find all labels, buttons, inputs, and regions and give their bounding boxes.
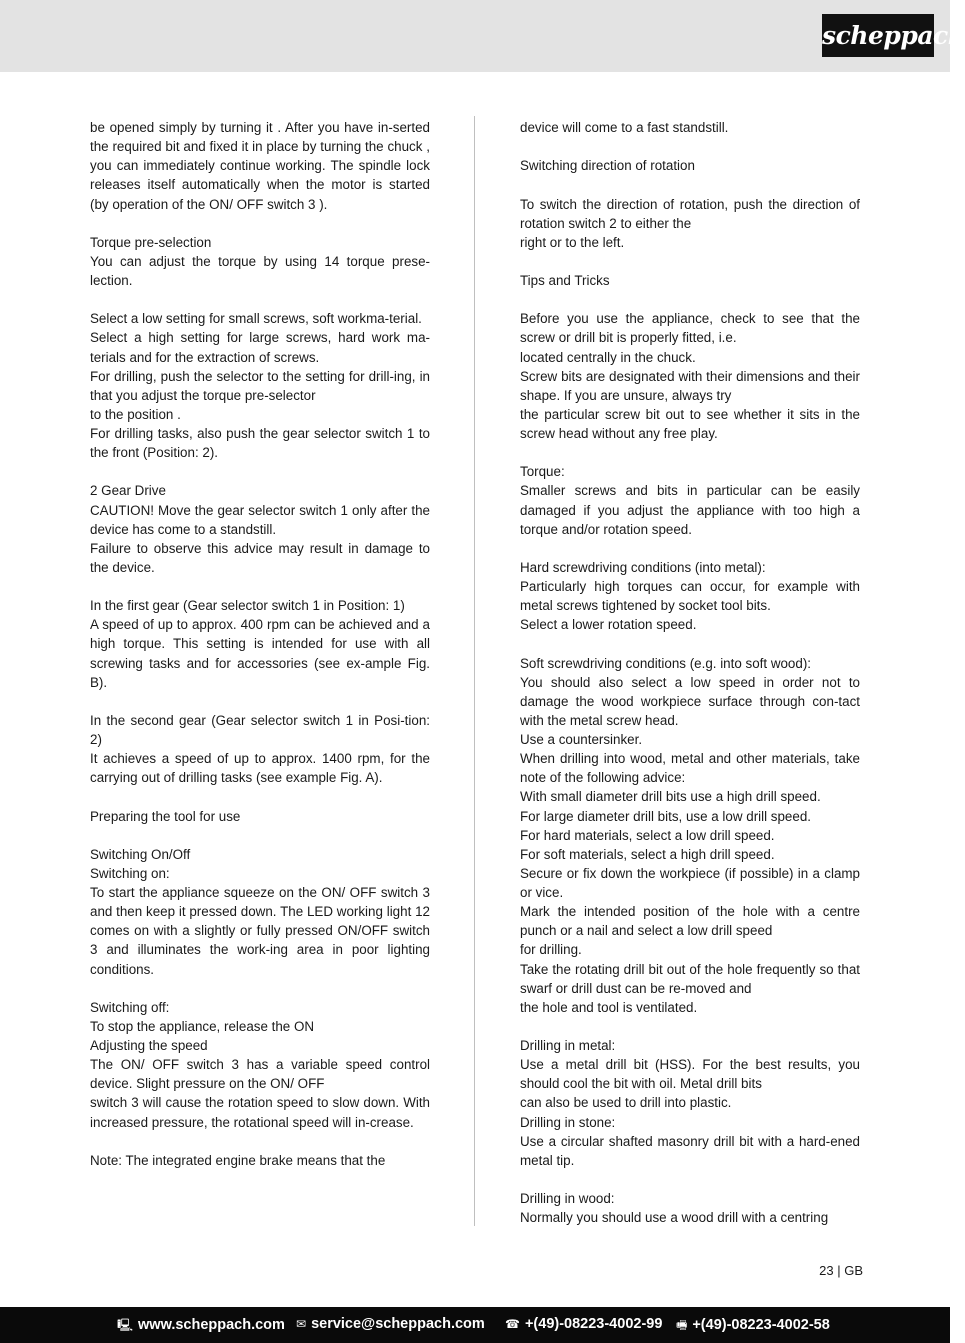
- footer-website[interactable]: [117, 1316, 285, 1337]
- paragraph: Use a metal drill bit (HSS). For the best results, you should cool the bit with oil. Metal drill bits: [520, 1057, 860, 1092]
- paragraph: For soft materials, select a high drill speed.: [520, 846, 775, 862]
- paragraph: Select a low setting for small screws, soft workma-terial.: [90, 311, 422, 327]
- page-number: 23 | GB: [819, 1263, 863, 1278]
- paragraph-spacer: [90, 692, 430, 711]
- paragraph-spacer: [90, 979, 430, 998]
- paragraph: Normally you should use a wood drill with a centring: [520, 1210, 829, 1226]
- phone-text: +(49)-08223-4002-99: [524, 1316, 663, 1332]
- footer-fax: [676, 1316, 830, 1337]
- paragraph-spacer: [90, 290, 430, 309]
- paragraph-spacer: [520, 1170, 860, 1189]
- paragraph-spacer: [520, 634, 860, 653]
- paragraph-spacer: [90, 214, 430, 233]
- paragraph: Select a lower rotation speed.: [520, 617, 697, 633]
- paragraph: In the first gear (Gear selector switch 1 in Position: 1): [90, 598, 405, 614]
- paragraph: Drilling in wood:: [520, 1191, 615, 1206]
- paragraph: When drilling into wood, metal and other materials, take note of the following advice:: [520, 751, 860, 786]
- paragraph: CAUTION! Move the gear selector switch 1 only after the device has come to a standstill.: [90, 502, 430, 537]
- paragraph: Torque pre-selection: [90, 234, 212, 250]
- paragraph: Torque:: [520, 464, 565, 480]
- paragraph: You can adjust the torque by using 14 torque prese-lection.: [90, 253, 430, 288]
- paragraph: For drilling, push the selector to the setting for drill-ing, in that you adjust the torque pre-selector: [90, 368, 430, 403]
- paragraph: A speed of up to approx. 400 rpm can be achieved and a high torque. This setting is intended for use with all screwing tasks and for accessories (see ex-ample Fig. B).: [90, 617, 430, 690]
- column-divider: [474, 116, 475, 1226]
- paragraph-spacer: [90, 826, 430, 845]
- footer-phone: [505, 1316, 662, 1332]
- paragraph-spacer: [90, 462, 430, 481]
- paragraph: Failure to observe this advice may result in damage to the device.: [90, 540, 430, 575]
- paragraph: For hard materials, select a low drill speed.: [520, 827, 775, 843]
- paragraph: Hard screwdriving conditions (into metal):: [520, 559, 766, 575]
- paragraph: Use a countersinker.: [520, 732, 643, 747]
- paragraph: Take the rotating drill bit out of the hole frequently so that swarf or drill dust can be re-moved and: [520, 961, 860, 996]
- paragraph: for drilling.: [520, 942, 582, 958]
- telephone-icon: ☎: [505, 1317, 520, 1331]
- paragraph: Use a circular shafted masonry drill bit with a hard-ened metal tip.: [520, 1133, 860, 1168]
- paragraph: With small diameter drill bits use a high drill speed.: [520, 789, 821, 805]
- right-column: [520, 118, 860, 1227]
- envelope-icon: ✉: [296, 1317, 307, 1331]
- paragraph: Drilling in metal:: [520, 1038, 616, 1053]
- paragraph: Soft screwdriving conditions (e.g. into soft wood):: [520, 655, 812, 671]
- computer-icon: 🖳: [117, 1318, 134, 1332]
- paragraph: Select a high setting for large screws, hard work ma-terials and for the extraction of screws.: [90, 330, 430, 365]
- paragraph-spacer: [520, 1017, 860, 1036]
- paragraph-spacer: [520, 137, 860, 156]
- paragraph: Screw bits are designated with their dimensions and their shape. If you are unsure, always try: [520, 368, 860, 403]
- paragraph: can also be used to drill into plastic.: [520, 1095, 732, 1111]
- paragraph-spacer: [90, 787, 430, 806]
- paragraph: Note: The integrated engine brake means that the: [90, 1152, 386, 1168]
- paragraph: To switch the direction of rotation, push the direction of rotation switch 2 to either the: [520, 196, 860, 231]
- paragraph: located centrally in the chuck.: [520, 349, 696, 365]
- fax-text: +(49)-08223-4002-58: [692, 1317, 830, 1333]
- paragraph: right or to the left.: [520, 234, 625, 250]
- left-column: [90, 118, 430, 1170]
- paragraph: To stop the appliance, release the ON: [90, 1018, 315, 1034]
- website-text: www.scheppach.com: [138, 1317, 285, 1333]
- paragraph: 2 Gear Drive: [90, 483, 166, 499]
- paragraph: Smaller screws and bits in particular can be easily damaged if you adjust the appliance with too high a torque and/or rotation speed.: [520, 483, 860, 537]
- paragraph-spacer: [520, 175, 860, 194]
- paragraph: Preparing the tool for use: [90, 808, 241, 824]
- paragraph: It achieves a speed of up to approx. 1400 rpm, for the carrying out of drilling tasks (see example Fig. A).: [90, 751, 430, 786]
- paragraph-spacer: [520, 443, 860, 462]
- header-bar: [0, 0, 965, 72]
- email-text: service@scheppach.com: [311, 1316, 485, 1332]
- paragraph: Mark the intended position of the hole with a centre punch or a nail and select a low drill speed: [520, 904, 860, 939]
- paragraph: You should also select a low speed in order not to damage the wood workpiece surface through con-tact with the metal screw head.: [520, 674, 860, 728]
- fax-icon: 🖷: [676, 1318, 688, 1332]
- paragraph: to the position .: [90, 406, 181, 422]
- paragraph-spacer: [520, 290, 860, 309]
- footer-bar: [0, 1307, 950, 1343]
- paragraph: Before you use the appliance, check to see that the screw or drill bit is properly fitted, i.e.: [520, 311, 860, 346]
- brand-logo: scheppach: [822, 14, 934, 57]
- paragraph: the hole and tool is ventilated.: [520, 999, 698, 1015]
- paragraph: Switching off:: [90, 999, 170, 1015]
- paragraph: For large diameter drill bits, use a low drill speed.: [520, 808, 811, 824]
- paragraph-spacer: [90, 1132, 430, 1151]
- paragraph: the particular screw bit out to see whether it sits in the screw head without any free play.: [520, 406, 860, 441]
- paragraph: Switching direction of rotation: [520, 158, 695, 174]
- paragraph: be opened simply by turning it . After you have in-serted the required bit and fixed it in place by turning the chuck , you can immediately continue working. The spindle lock releases itself automatically when the motor is started (by operation of the ON/ OFF switch 3 ).: [90, 120, 430, 212]
- paragraph: Particularly high torques can occur, for example with metal screws tightened by socket tool bits.: [520, 579, 860, 614]
- paragraph-spacer: [520, 252, 860, 271]
- paragraph: device will come to a fast standstill.: [520, 120, 729, 135]
- paragraph: For drilling tasks, also push the gear selector switch 1 to the front (Position: 2).: [90, 426, 430, 461]
- footer-email[interactable]: [296, 1316, 485, 1332]
- paragraph: To start the appliance squeeze on the ON/ OFF switch 3 and then keep it pressed down. The LED working light 12 comes on with a slightly or fully pressed ON/OFF switch 3 and illuminates the work-ing area in poor lighting conditions.: [90, 885, 430, 977]
- paragraph: The ON/ OFF switch 3 has a variable speed control device. Slight pressure on the ON/ OFF: [90, 1057, 430, 1092]
- paragraph: In the second gear (Gear selector switch 1 in Posi-tion: 2): [90, 712, 430, 747]
- paragraph-spacer: [90, 577, 430, 596]
- paragraph-spacer: [520, 539, 860, 558]
- paragraph: Switching On/Off: [90, 846, 191, 862]
- paragraph: Adjusting the speed: [90, 1038, 208, 1053]
- paragraph: Tips and Tricks: [520, 273, 610, 288]
- paragraph: Switching on:: [90, 865, 170, 881]
- paragraph: Drilling in stone:: [520, 1114, 616, 1130]
- paragraph: switch 3 will cause the rotation speed to slow down. With increased pressure, the rotational speed will in-crease.: [90, 1095, 430, 1130]
- paragraph: Secure or fix down the workpiece (if possible) in a clamp or vice.: [520, 865, 860, 900]
